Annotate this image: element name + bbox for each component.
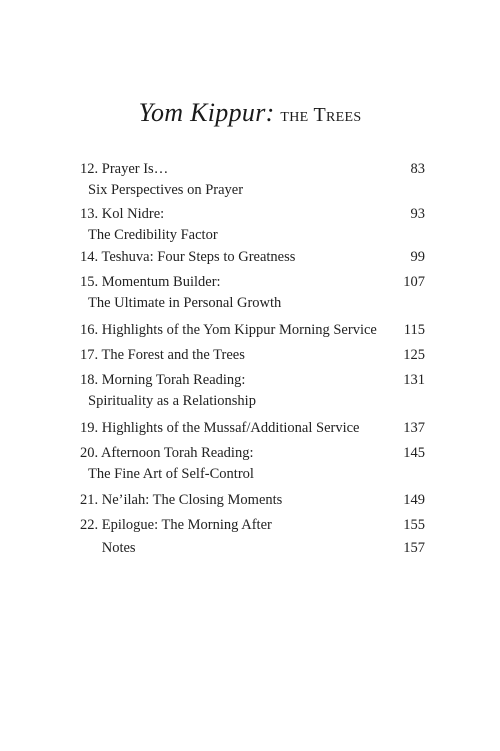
toc-entry-title: Notes bbox=[80, 540, 136, 556]
section-title-caps: the Trees bbox=[280, 104, 362, 126]
toc-entry-page-number: 157 bbox=[403, 540, 425, 556]
toc-entry-subtitle: Spirituality as a Relationship bbox=[88, 393, 256, 409]
toc-entry-notes bbox=[80, 538, 425, 559]
toc-entry-subtitle: Six Perspectives on Prayer bbox=[88, 182, 244, 198]
toc-entry-title: 22. Epilogue: The Morning After bbox=[80, 517, 272, 533]
toc-entry-13 bbox=[80, 204, 425, 246]
toc-entry-page-number: 155 bbox=[403, 517, 425, 533]
toc-entry-17 bbox=[80, 345, 425, 366]
toc-entry-page-number: 131 bbox=[403, 372, 425, 388]
toc-entry-title: 15. Momentum Builder: bbox=[80, 274, 221, 290]
toc-entry-subtitle: The Fine Art of Self-Control bbox=[88, 466, 254, 482]
toc-entry-21 bbox=[80, 490, 425, 511]
toc-entry-subtitle: The Ultimate in Personal Growth bbox=[88, 295, 282, 311]
toc-entry-page-number: 145 bbox=[403, 445, 425, 461]
toc-entry-title: 17. The Forest and the Trees bbox=[80, 347, 245, 363]
toc-entry-title: 14. Teshuva: Four Steps to Greatness bbox=[80, 249, 296, 265]
toc-entry-page-number: 93 bbox=[410, 206, 425, 222]
toc-entry-page-number: 83 bbox=[410, 161, 425, 177]
toc-entry-title: 12. Prayer Is… bbox=[80, 161, 169, 177]
section-title-script: Yom Kippur: bbox=[138, 98, 275, 127]
toc-entry-page-number: 99 bbox=[410, 249, 425, 265]
toc-entry-page-number: 149 bbox=[403, 492, 425, 508]
toc-entry-title: 13. Kol Nidre: bbox=[80, 206, 165, 222]
toc-entry-page-number: 137 bbox=[403, 420, 425, 436]
toc-entry-page-number: 125 bbox=[403, 347, 425, 363]
toc-entry-15 bbox=[80, 272, 425, 314]
toc-entry-page-number: 115 bbox=[403, 322, 425, 338]
toc-entry-20 bbox=[80, 443, 425, 485]
toc-entry-page-number: 107 bbox=[403, 274, 425, 290]
toc-entry-title: 20. Afternoon Torah Reading: bbox=[80, 445, 254, 461]
toc-entry-22 bbox=[80, 515, 425, 536]
toc-entry-12 bbox=[80, 159, 425, 201]
toc-entry-16 bbox=[80, 320, 425, 341]
toc-entry-title: 18. Morning Torah Reading: bbox=[80, 372, 246, 388]
toc-entry-18 bbox=[80, 370, 425, 412]
toc-entry-subtitle: The Credibility Factor bbox=[88, 227, 218, 243]
toc-entry-title: 19. Highlights of the Mussaf/Additional Service bbox=[80, 420, 360, 436]
toc-entry-14 bbox=[80, 247, 425, 268]
toc-entry-19 bbox=[80, 418, 425, 439]
toc-entry-title: 16. Highlights of the Yom Kippur Morning Service bbox=[80, 322, 377, 338]
toc-entry-title: 21. Ne’ilah: The Closing Moments bbox=[80, 492, 283, 508]
